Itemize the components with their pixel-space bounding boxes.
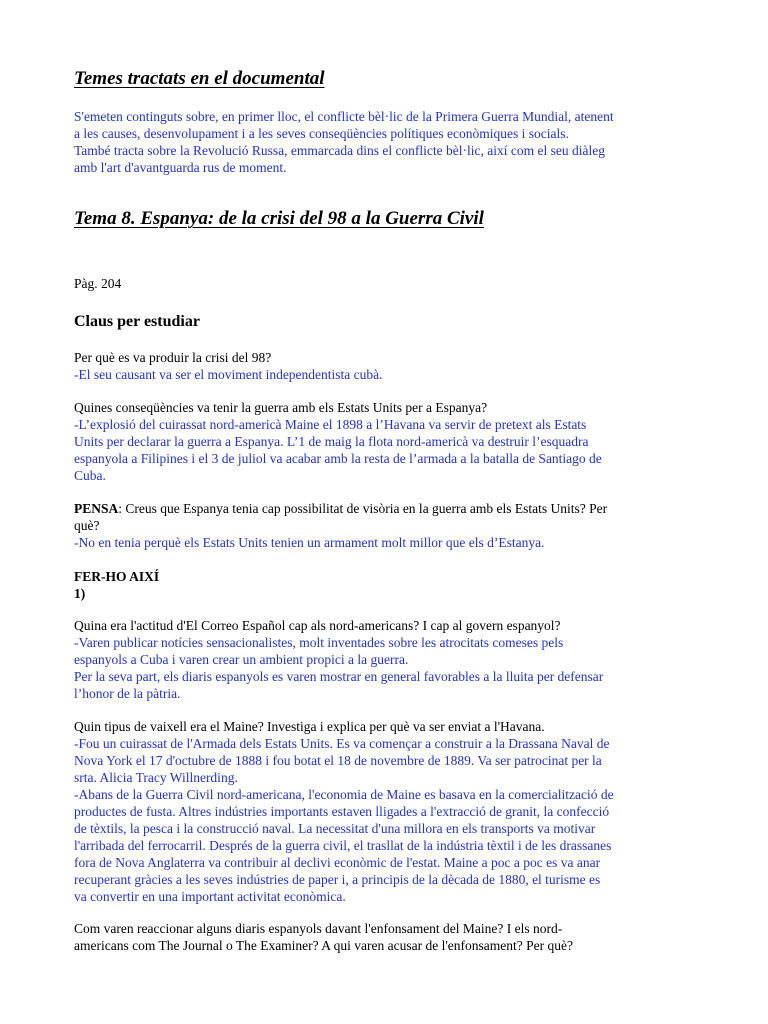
section-body-temes <box>74 108 698 176</box>
question-block-2 <box>74 399 698 484</box>
answer-line: fora de Nova Anglaterra va contribuir al declivi econòmic de l'estat. Maine a poc a poc es va anar <box>74 855 601 870</box>
question-block-5 <box>74 718 698 905</box>
answer-line: Cuba. <box>74 468 106 483</box>
answer-line: srta. Alicia Tracy Willnerding. <box>74 770 238 785</box>
answer-line: recuperant gràcies a les seves indústries de paper i, a principis de la dècada de 1880, el turisme es <box>74 872 601 887</box>
section-title-tema8: Tema 8. Espanya: de la crisi del 98 a la Guerra Civil <box>74 208 484 229</box>
answer-text: -No en tenia perquè els Estats Units tenien un armament molt millor que els d’Estanya. <box>74 535 545 550</box>
question-text: Per què es va produir la crisi del 98? <box>74 350 272 365</box>
question-rest: : Creus que Espanya tenia cap possibilitat de visòria en la guerra amb els Estats Units? Per <box>118 501 608 516</box>
answer-line: productes de fusta. Altres indústries importants estaven lligades a l'extracció de granit, la confecció <box>74 804 610 819</box>
answer-line: Per la seva part, els diaris espanyols es varen mostrar en general favorables a la lluita per defensar <box>74 669 604 684</box>
answer-line: espanyols a Cuba i varen crear un ambient propici a la guerra. <box>74 652 409 667</box>
answer-line: Nova York el 17 d'octubre de 1888 i fou botat el 18 de novembre de 1889. Va ser patrocinat per la <box>74 753 602 768</box>
question-block-6 <box>74 920 698 954</box>
answer-line: -Abans de la Guerra Civil nord-americana, l'economia de Maine es basava en la comercialització de <box>74 787 614 802</box>
ferho-block <box>74 568 698 602</box>
question-block-1 <box>74 349 698 383</box>
body-line: amb l'art d'avantguarda rus de moment. <box>74 160 287 175</box>
answer-line: va convertir en una important activitat econòmica. <box>74 889 346 904</box>
question-block-3 <box>74 500 698 551</box>
answer-line: -L’explosió del cuirassat nord-americà Maine el 1898 a l’Havana va servir de pretext als Estats <box>74 417 587 432</box>
question-text: Quines conseqüències va tenir la guerra amb els Estats Units per a Espanya? <box>74 400 488 415</box>
question-text-cont: què? <box>74 518 100 533</box>
answer-line: Units per declarar la guerra a Espanya. L’1 de maig la flota nord-americà va destruir l’esquadra <box>74 434 589 449</box>
answer-line: l'arribada del ferrocarril. Després de la guerra civil, el trasllat de la indústria tèxtil i de les drassanes <box>74 838 612 853</box>
question-block-4 <box>74 617 698 702</box>
pensa-label: PENSA <box>74 501 119 516</box>
section-title-temes: Temes tractats en el documental <box>74 68 325 89</box>
answer-line: -Varen publicar notícies sensacionalistes, molt inventades sobre les atrocitats comeses pels <box>74 635 564 650</box>
question-line: Com varen reaccionar alguns diaris espanyols davant l'enfonsament del Maine? I els nord- <box>74 921 563 936</box>
keys-title: Claus per estudiar <box>74 313 200 330</box>
answer-line: de tèxtils, la pesca i la construcció naval. La necessitat d'una millora en els transports va motivar <box>74 821 596 836</box>
body-line: a les causes, desenvolupament i a les seves conseqüències polítiques econòmiques i socials. <box>74 126 569 141</box>
body-line: S'emeten continguts sobre, en primer lloc, el conflicte bèl·lic de la Primera Guerra Mundial, atenent <box>74 109 614 124</box>
answer-line: -Fou un cuirassat de l'Armada dels Estats Units. Es va començar a construir a la Drassana Naval de <box>74 736 610 751</box>
question-text: Quin tipus de vaixell era el Maine? Investiga i explica per què va ser enviat a l'Havana. <box>74 719 545 734</box>
ferho-title: FER-HO AIXÍ <box>74 569 160 584</box>
ferho-number: 1) <box>74 586 86 601</box>
question-text: Quina era l'actitud d'El Correo Español cap als nord-americans? I cap al govern espanyol? <box>74 618 561 633</box>
answer-line: l’honor de la pàtria. <box>74 686 181 701</box>
page-reference: Pàg. 204 <box>74 276 122 291</box>
question-line: americans com The Journal o The Examiner? A qui varen acusar de l'enfonsament? Per què? <box>74 938 573 953</box>
question-text <box>74 500 698 517</box>
answer-text: -El seu causant va ser el moviment independentista cubà. <box>74 367 383 382</box>
body-line: També tracta sobre la Revolució Russa, emmarcada dins el conflicte bèl·lic, així com el seu diàleg <box>74 143 605 158</box>
answer-line: espanyola a Filipines i el 3 de juliol va acabar amb la resta de l’armada a la batalla de Santiago de <box>74 451 602 466</box>
